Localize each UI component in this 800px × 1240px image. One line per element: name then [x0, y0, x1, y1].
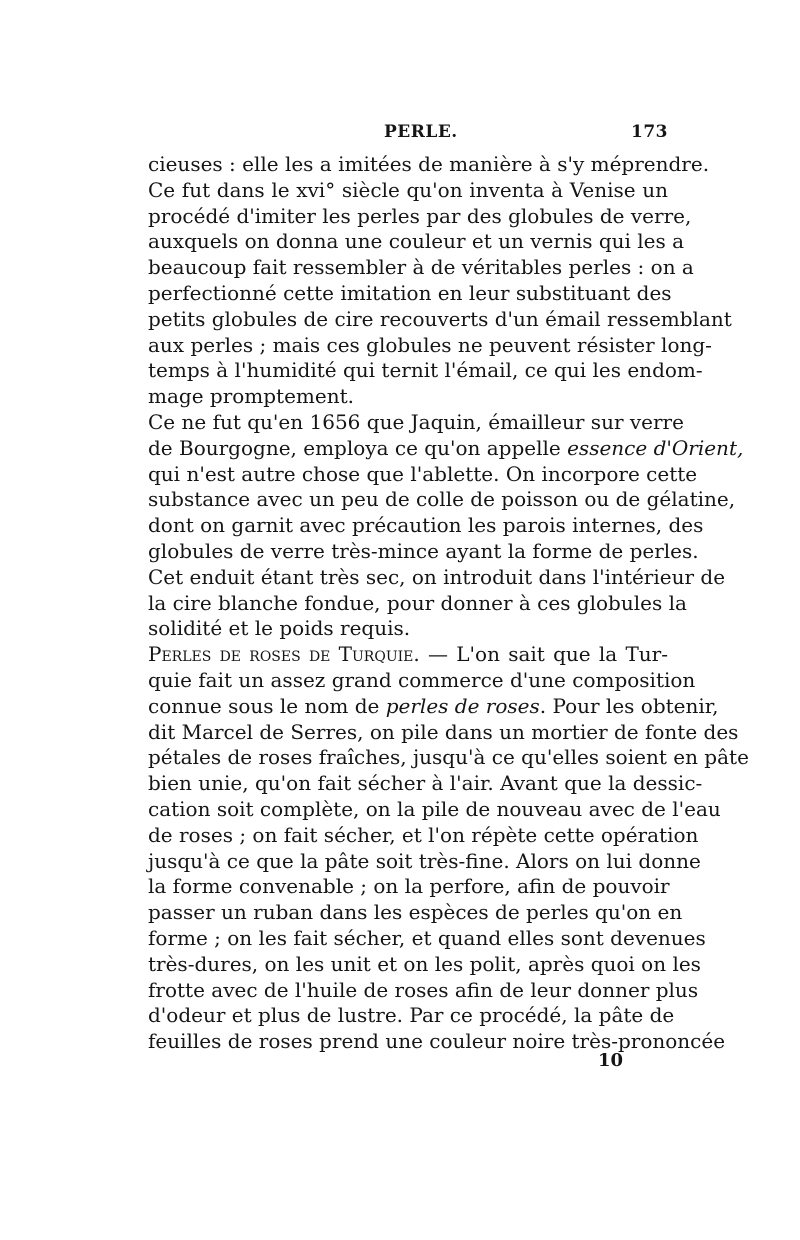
- text-line: cieuses : elle les a imitées de manière à s'y méprendre.: [148, 152, 710, 176]
- text-line: [148, 1003, 675, 1029]
- text-run: feuilles de roses prend une couleur noire très-prononcée: [148, 1029, 726, 1054]
- text-run: forme ; on les fait sécher, et quand elles sont devenues: [148, 925, 706, 950]
- running-title: PERLE.: [384, 122, 458, 142]
- text-run: pétales de roses fraîches, jusqu'à ce qu'elles soient en pâte: [148, 745, 749, 770]
- text-run: frotte avec de l'huile de roses afin de leur donner plus: [148, 977, 699, 1002]
- text-line: [148, 977, 699, 1004]
- text-line: [148, 848, 701, 875]
- text-run: jusqu'à ce que la pâte soit très-fine. Alors on lui donne: [148, 848, 701, 873]
- text-run: la forme convenable ; on la perfore, afin de pouvoir: [148, 874, 670, 899]
- text-line: [148, 409, 684, 436]
- text-line: [148, 564, 726, 591]
- text-line: [148, 1029, 726, 1055]
- text-run: solidité et le poids requis.: [148, 616, 411, 641]
- text-run: la cire blanche fondue, pour donner à ces globules la: [148, 590, 687, 615]
- section-heading: Perles de roses de Turquie.: [148, 642, 420, 667]
- text-line: perfectionné cette imitation en leur substituant des: [148, 280, 672, 305]
- page-number: 173: [631, 122, 668, 142]
- paragraph: [148, 177, 732, 410]
- text-line: [148, 435, 744, 462]
- text-line: beaucoup fait ressembler à de véritables perles : on a: [148, 255, 694, 280]
- text-line: [148, 461, 698, 488]
- text-run: passer un ruban dans les espèces de perles qu'on en: [148, 900, 683, 925]
- text-line: [148, 771, 703, 797]
- text-run: d'odeur et plus de lustre. Par ce procédé, la pâte de: [148, 1003, 675, 1028]
- text-line: Ce fut dans le xvi° siècle qu'on inventa à Venise un: [148, 177, 668, 202]
- paragraph: [148, 642, 749, 1055]
- text-line: [148, 951, 701, 978]
- text-run: substance avec un peu de colle de poisson ou de gélatine,: [148, 487, 736, 512]
- text-run: qui n'est autre chose que l'ablette. On incorpore cette: [148, 461, 698, 486]
- text-run: . Pour les obtenir,: [539, 693, 719, 718]
- text-line: [148, 538, 699, 565]
- text-line: aux perles ; mais ces globules ne peuvent résister long-: [148, 332, 712, 357]
- text-run: bien unie, qu'on fait sécher à l'air. Avant que la dessic-: [148, 771, 703, 796]
- text-line: [148, 822, 699, 849]
- text-run: Cet enduit étant très sec, on introduit dans l'intérieur de: [148, 564, 726, 589]
- text-run: connue sous le nom de: [148, 693, 386, 718]
- text-line: petits globules de cire recouverts d'un émail ressemblant: [148, 306, 732, 331]
- text-line: mage promptement.: [148, 384, 355, 409]
- text-run: Ce ne fut qu'en 1656 que Jaquin, émailleur sur verre: [148, 409, 684, 434]
- signature-mark: 10: [598, 1050, 624, 1071]
- italic-text: perles de roses: [385, 693, 540, 718]
- text-line: [148, 487, 736, 513]
- text-run: globules de verre très-mince ayant la forme de perles.: [148, 538, 699, 563]
- body-text: [148, 152, 749, 1055]
- text-run: cation soit complète, on la pile de nouveau avec de l'eau: [148, 796, 721, 821]
- text-run: quie fait un assez grand commerce d'une composition: [148, 667, 696, 692]
- text-line: [148, 616, 668, 642]
- text-line: [148, 719, 739, 746]
- text-run: — L'on sait que la Tur-: [419, 642, 668, 667]
- text-line: [148, 667, 696, 694]
- text-line: [148, 745, 749, 771]
- text-run: de roses ; on fait sécher, et l'on répète cette opération: [148, 822, 699, 847]
- text-run: très-dures, on les unit et on les polit, après quoi on les: [148, 951, 701, 976]
- text-line: [148, 513, 704, 539]
- text-run: dont on garnit avec précaution les parois internes, des: [148, 513, 704, 538]
- running-head: [148, 118, 668, 148]
- text-line: [148, 874, 668, 900]
- text-line: [148, 590, 687, 617]
- text-line: temps à l'humidité qui ternit l'émail, ce qui les endom-: [148, 358, 703, 383]
- italic-text: essence d'Orient,: [567, 435, 744, 460]
- paragraph: [148, 409, 744, 642]
- text-line: [148, 900, 683, 926]
- paragraph: [148, 152, 710, 178]
- text-line: [148, 796, 721, 823]
- text-line: procédé d'imiter les perles par des globules de verre,: [148, 203, 692, 228]
- text-line: auxquels on donna une couleur et un vernis qui les a: [148, 229, 685, 254]
- text-run: dit Marcel de Serres, on pile dans un mortier de fonte des: [148, 719, 739, 744]
- text-line: [148, 642, 668, 668]
- text-line: [148, 925, 706, 952]
- text-line: [148, 693, 719, 720]
- text-run: de Bourgogne, employa ce qu'on appelle: [148, 435, 568, 460]
